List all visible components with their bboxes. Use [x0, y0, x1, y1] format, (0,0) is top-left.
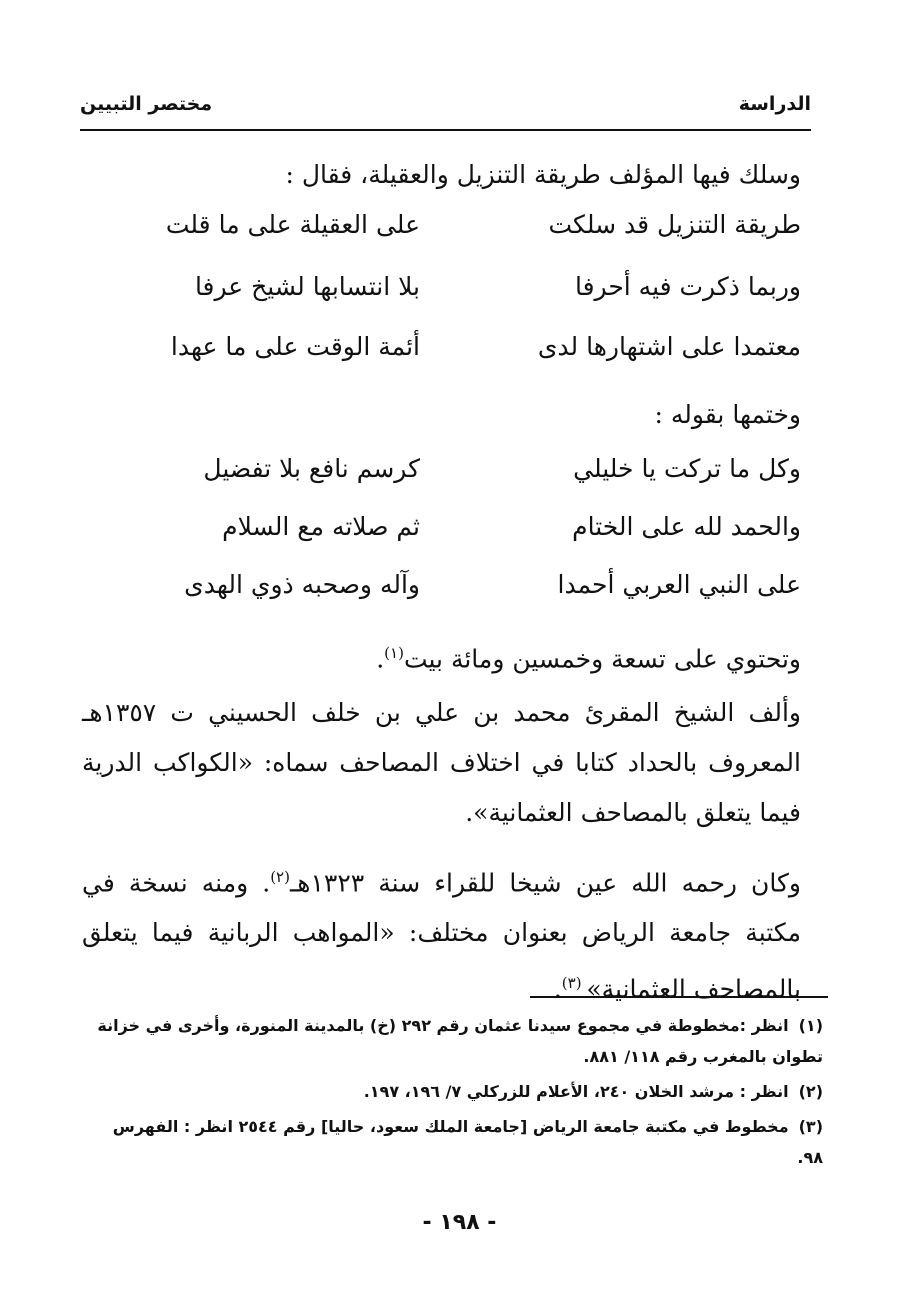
- footnote-ref: (١): [384, 644, 404, 662]
- closing-intro-line: وختمها بقوله :: [654, 400, 801, 429]
- verse-line: [100, 498, 801, 556]
- paragraph-text-wrap: [82, 852, 801, 1015]
- verse-line: [100, 318, 801, 376]
- footnote-text: انظر :مخطوطة في مجموع سيدنا عثمان رقم ٢٩٢ (خ) بالمدينة المنورة، وأخرى في خزانة تطوان بالمغرب رقم ١١٨/ ٨٨١.: [97, 1016, 823, 1066]
- footnote: [86, 1111, 823, 1173]
- footnote-number: (١): [798, 1016, 823, 1035]
- footnote: [86, 1076, 823, 1107]
- sentence-end: .: [376, 644, 385, 674]
- paragraph: [82, 852, 801, 1015]
- paragraph-text: وكان رحمه الله عين شيخا للقراء سنة ١٣٢٣هـ: [289, 868, 801, 898]
- sentence-end: .: [553, 974, 562, 1004]
- verse-hemistich-first: على النبي العربي أحمدا: [557, 570, 801, 599]
- footnote-ref: (٣): [561, 974, 587, 993]
- paragraph-text: . ومنه نسخة في مكتبة جامعة الرياض بعنوان مختلف: «المواهب الربانية فيما يتعلق بالمصاحف العثمانية»: [82, 868, 801, 1004]
- footnote-number: (٣): [798, 1117, 823, 1136]
- verse-count-line: [90, 624, 801, 688]
- verse-hemistich-first: والحمد لله على الختام: [572, 512, 801, 541]
- verse-line: [100, 440, 801, 498]
- verse-hemistich-first: وربما ذكرت فيه أحرفا: [574, 272, 801, 301]
- verse-hemistich-first: وكل ما تركت يا خليلي: [573, 454, 801, 483]
- section-title: الدراسة: [738, 93, 811, 115]
- footnote: [86, 1010, 823, 1072]
- verse-hemistich-second: وآله وصحبه ذوي الهدى: [184, 570, 420, 599]
- paragraph-text: وألف الشيخ المقرئ محمد بن علي بن خلف الحسيني ت ١٣٥٧هـ المعروف بالحداد كتابا في اختلاف المصاحف سماه: «الكواكب الدرية فيما يتعلق بالمصاحف العثمانية».: [82, 698, 801, 827]
- verse-hemistich-second: بلا انتسابها لشيخ عرفا: [194, 272, 420, 301]
- running-header: [80, 84, 811, 124]
- footnote-text: مخطوط في مكتبة جامعة الرياض [جامعة الملك سعود، حاليا] رقم ٢٥٤٤ انظر : الفهرس ٩٨.: [112, 1117, 823, 1167]
- footnote-rule: [530, 996, 828, 998]
- verse-line: [100, 258, 801, 316]
- verse-hemistich-second: ثم صلاته مع السلام: [222, 512, 420, 541]
- verse-hemistich-first: معتمدا على اشتهارها لدى: [537, 332, 801, 361]
- verse-hemistich-first: طريقة التنزيل قد سلكت: [548, 210, 801, 239]
- footnote-text: انظر : مرشد الخلان ٢٤٠، الأعلام للزركلي ٧/ ١٩٦، ١٩٧.: [363, 1082, 789, 1101]
- verse-hemistich-second: كرسم نافع بلا تفضيل: [203, 454, 420, 483]
- footnote-ref: (٢): [270, 868, 290, 886]
- verse-hemistich-second: أئمة الوقت على ما عهدا: [170, 332, 420, 361]
- paragraph: [82, 688, 801, 838]
- verse-hemistich-second: على العقيلة على ما قلت: [165, 210, 420, 239]
- footnote-number: (٢): [798, 1082, 823, 1101]
- header-rule: [80, 129, 811, 131]
- verse-count-text: وتحتوي على تسعة وخمسين ومائة بيت: [403, 644, 801, 674]
- verse-line: [100, 196, 801, 254]
- intro-line: وسلك فيها المؤلف طريقة التنزيل والعقيلة، فقال :: [285, 160, 801, 189]
- page-number: - ١٩٨ -: [422, 1210, 497, 1235]
- footnotes: [86, 1010, 823, 1177]
- book-title: مختصر التبيين: [80, 93, 213, 115]
- verse-line: [100, 556, 801, 614]
